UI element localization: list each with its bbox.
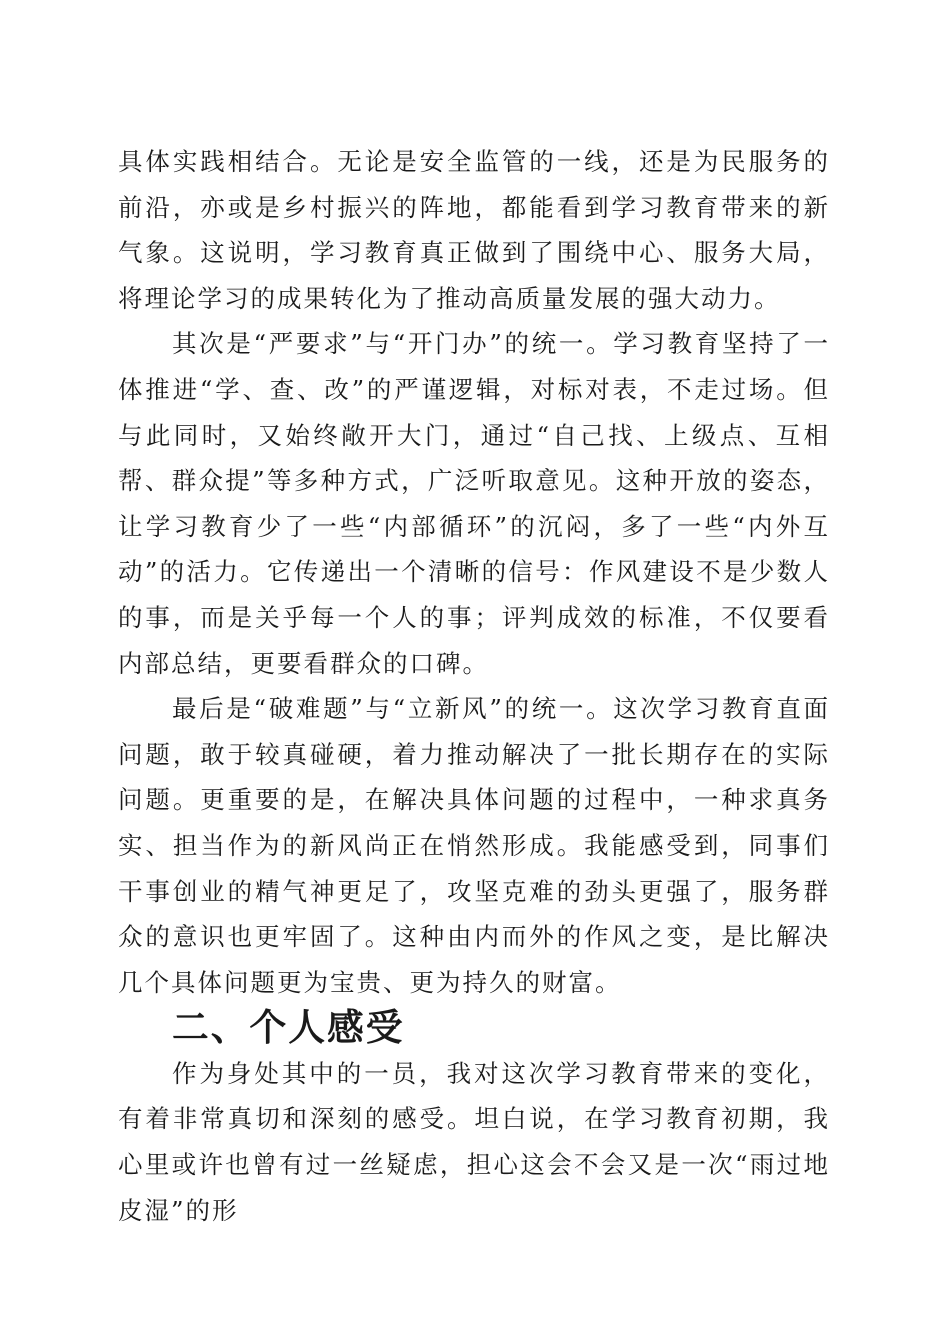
- paragraph-strict-and-open: 其次是“严要求”与“开门办”的统一。学习教育坚持了一体推进“学、查、改”的严谨逻辑，对标对表，不走过场。但与此同时，又始终敞开大门，通过“自己找、上级点、互相帮、群众提”等多种方式，广泛听取意见。这种开放的姿态，让学习教育少了一些“内部循环”的沉闷，多了一些“内外互动”的活力。它传递出一个清晰的信号：作风建设不是少数人的事，而是关乎每一个人的事；评判成效的标准，不仅要看内部总结，更要看群众的口碑。: [118, 329, 830, 678]
- paragraph-solve-problems: 最后是“破难题”与“立新风”的统一。这次学习教育直面问题，敢于较真碰硬，着力推动解决了一批长期存在的实际问题。更重要的是，在解决具体问题的过程中，一种求真务实、担当作为的新风尚正在悄然形成。我能感受到，同事们干事创业的精气神更足了，攻坚克难的劲头更强了，服务群众的意识也更牢固了。这种由内而外的作风之变，是比解决几个具体问题更为宝贵、更为持久的财富。: [118, 694, 830, 997]
- document-body: [118, 139, 830, 1233]
- section-heading: 二、个人感受: [172, 1006, 405, 1050]
- paragraph-personal-feelings: 作为身处其中的一员，我对这次学习教育带来的变化，有着非常真切和深刻的感受。坦白说，在学习教育初期，我心里或许也曾有过一丝疑虑，担心这会不会又是一次“雨过地皮湿”的形: [118, 1058, 830, 1225]
- paragraph-continuation: 具体实践相结合。无论是安全监管的一线，还是为民服务的前沿，亦或是乡村振兴的阵地，都能看到学习教育带来的新气象。这说明，学习教育真正做到了围绕中心、服务大局，将理论学习的成果转化为了推动高质量发展的强大动力。: [118, 147, 830, 313]
